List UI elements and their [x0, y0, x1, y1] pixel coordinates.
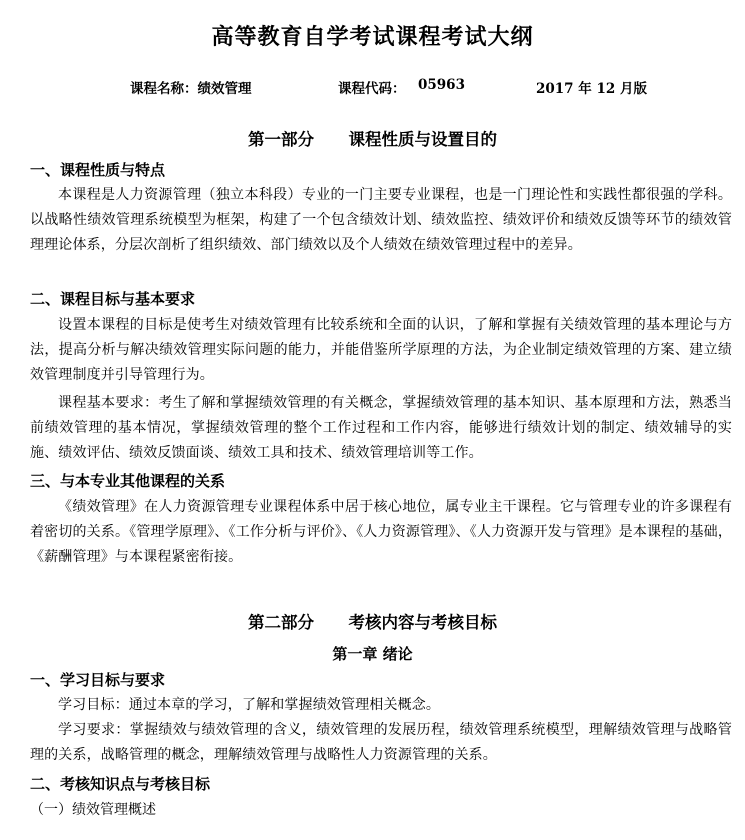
part1-section3-paragraph: 《绩效管理》在人力资源管理专业课程体系中居于核心地位，属专业主干课程。它与管理专业的许多课程有着密切的关系。《管理学原理》、《工作分析与评价》、《人力资源管理》、《人力资源开发与管理》是本课程的基础，《薪酬管理》与本课程紧密衔接。	[30, 499, 732, 565]
part2-heading: 第二部分 考核内容与考核目标	[248, 613, 497, 632]
part1-section1-title: 一、课程性质与特点	[30, 161, 166, 179]
part1-section3-title: 三、与本专业其他课程的关系	[30, 472, 226, 490]
course-name: 课程名称：绩效管理	[130, 81, 252, 97]
part1-section2-title: 二、课程目标与基本要求	[30, 290, 196, 308]
edition-date: 2017 年 12 月版	[536, 81, 647, 97]
part1-section1-paragraph: 本课程是人力资源管理（独立本科段）专业的一门主要专业课程，也是一门理论性和实践性都很强的学科。以战略性绩效管理系统模型为框架，构建了一个包含绩效计划、绩效监控、绩效评价和绩效反馈等环节的绩效管理理论体系，分层次剖析了组织绩效、部门绩效以及个人绩效在绩效管理过程中的差异。	[30, 187, 732, 253]
course-code: 05963	[418, 77, 465, 93]
part1-section2-paragraph2: 课程基本要求：考生了解和掌握绩效管理的有关概念，掌握绩效管理的基本知识、基本原理和方法，熟悉当前绩效管理的基本情况，掌握绩效管理的整个工作过程和工作内容，能够进行绩效计划的制定、绩效辅导的实施、绩效评估、绩效反馈面谈、绩效工具和技术、绩效管理培训等工作。	[30, 395, 732, 461]
course-code-label: 课程代码：	[338, 81, 406, 97]
chapter1-heading: 第一章 绪论	[332, 645, 413, 663]
part2-section1-paragraph2: 学习要求：掌握绩效与绩效管理的含义，绩效管理的发展历程，绩效管理系统模型，理解绩效管理与战略管理的关系，战略管理的概念，理解绩效管理与战略性人力资源管理的关系。	[30, 722, 732, 763]
part2-section1-title: 一、学习目标与要求	[30, 671, 166, 689]
part2-section1-paragraph1: 学习目标：通过本章的学习，了解和掌握绩效管理相关概念。	[58, 697, 441, 713]
part1-section2-paragraph1: 设置本课程的目标是使考生对绩效管理有比较系统和全面的认识，了解和掌握有关绩效管理的基本理论与方法，提高分析与解决绩效管理实际问题的能力，并能借鉴所学原理的方法，为企业制定绩效管理的方案、建立绩效管理制度并引导管理行为。	[30, 317, 732, 383]
part2-section2-title: 二、考核知识点与考核目标	[30, 775, 211, 793]
document-title: 高等教育自学考试课程考试大纲	[211, 24, 534, 50]
part2-subsection1-title: （一）绩效管理概述	[30, 802, 156, 818]
part1-heading: 第一部分 课程性质与设置目的	[248, 130, 497, 149]
